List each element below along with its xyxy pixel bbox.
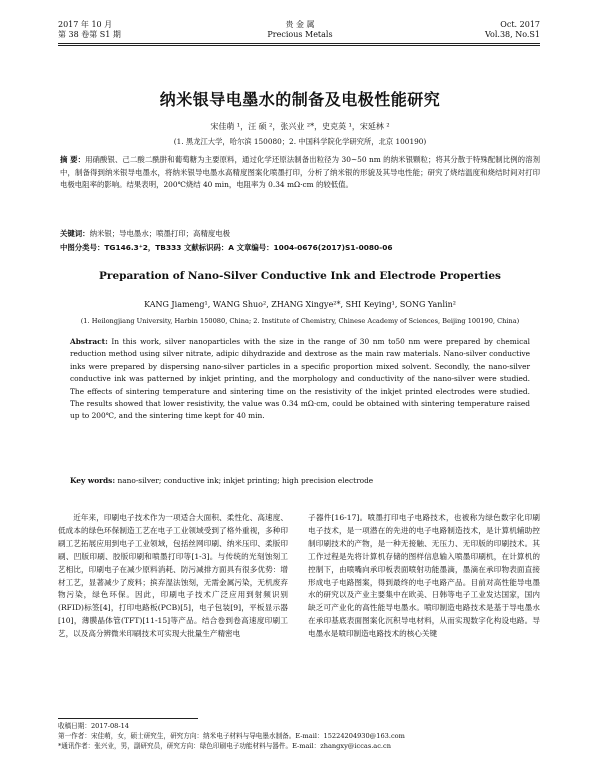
header-date-en: Oct. 2017: [500, 20, 540, 29]
header-rule: [58, 43, 540, 44]
body-column-left: 近年来，印刷电子技术作为一项适合大面积、柔性化、高速度、低成本的绿色环保制造工艺在电子工业领域受到了格外重视，多种印刷工艺拓展应用到电子工业领域，包括丝网印刷、纳米压印、柔版印刷、凹版印刷、胶版印刷和喷墨打印等[1-3]。与传统的光刻蚀刻工艺相比，印刷电子在减少原料消耗、防污减排方面具有很多优势：增材工艺，显著减少了废料；摈弃湿法蚀刻，无需金属污染，无机废弃物污染，绿色环保。因此，印刷电子技术广泛应用到射频识别(RFID)标签[4]，打印电路板(PCB)[5]，电子包装[9]，平板显示器[10]，薄膜晶体管(TFT)[11-15]等产品。结合卷到卷高速度印刷工艺，以及高分辨微米印刷技术可实现大批量生产精密电: [58, 513, 288, 639]
header-volume-cn: 第 38 卷第 S1 期: [58, 30, 121, 39]
keywords-en-text: nano-silver; conductive ink; inkjet printing; high precision electrode: [117, 476, 374, 485]
abstract-cn: [60, 154, 540, 192]
keywords-en-label: Key words:: [70, 476, 116, 485]
classification-cn: 中图分类号：TG146.3⁺2，TB333 文献标识码：A 文章编号：1004-0676(2017)S1-0080-06: [60, 243, 393, 252]
header-journal-cn: 贵 金 属: [285, 20, 315, 29]
abstract-en-text: In this work, silver nanoparticles with the size in the range of 30 nm to50 nm were prepared by chemical reduction method using silver nitrate, adipic dihydrazide and dextrose as the main raw materials. Nano-silver conductive inks were prepared by dispersing nano-silver particles in a specific proportion mixed solvent. Secondly, the nano-silver conductive ink was patterned by inkjet printing, and the morphology and conductivity of the nano-silver were studied. The effects of sintering temperature and sintering time on the resistivity of the inkjet printed electrodes were studied. The results showed that lower resistivity, the value was 0.34 mΩ·cm, could be obtained with sintering temperature raised up to 200℃, and the sintering time kept for 40 min.: [70, 337, 530, 421]
header-date: 2017 年 10 月: [58, 20, 113, 29]
keywords-cn: [60, 228, 540, 241]
page-title-en: Preparation of Nano-Silver Conductive Ink and Electrode Properties: [99, 270, 501, 282]
body-column-right: 子器件[16-17]。喷墨打印电子电路技术，也被称为绿色数字化印刷电子技术，是一项潜在的先进的电子电路制造技术，是计算机辅助控制印刷技术的产物，是一种无接触、无压力、无印版的印刷技术。其工作过程是先将计算机存储的图样信息输入喷墨印刷机，在计算机的控制下，由喷嘴向承印板表面喷射功能墨滴，墨滴在承印物表面直接形成电子电路图案，得到最终的电子电路产品。目前对高性能导电墨水的研究以及产业主要集中在欧美、日韩等电子工业发达国家，国内缺乏可产业化的高性能导电墨水。喷印制造电路技术是基于导电墨水在承印基底表面图案化沉积导电材料，从而实现数字化构设电路。导电墨水是喷印制造电路技术的核心关键: [308, 513, 540, 639]
affiliations-cn: (1. 黑龙江大学，哈尔滨 150080；2. 中国科学院化学研究所，北京 100190): [173, 137, 427, 146]
page-title-cn: 纳米银导电墨水的制备及电极性能研究: [159, 90, 441, 109]
keywords-cn-text: 纳米银；导电墨水；喷墨打印；高精度电极: [89, 229, 231, 238]
footnote-corresponding: *通讯作者：张兴业，男，副研究员，研究方向：绿色印刷电子功能材料与器件。E-mail：zhangxy@iccas.ac.cn: [58, 742, 391, 750]
keywords-cn-label: 关键词：: [60, 229, 90, 238]
abstract-en: [70, 336, 530, 423]
authors-en: KANG Jiameng¹, WANG Shuo², ZHANG Xingye²*, SHI Keying¹, SONG Yanlin²: [144, 300, 456, 309]
header-journal-en: Precious Metals: [267, 30, 333, 39]
abstract-cn-label: 摘 要：: [60, 155, 86, 164]
footnote-author: 第一作者：宋佳萌，女，硕士研究生，研究方向：纳米电子材料与导电墨水制备。E-mail：15224204930@163.com: [58, 732, 405, 740]
authors-cn: 宋佳萌 ¹，汪 硕 ²，张兴业 ²*，史克英 ¹，宋延林 ²: [210, 122, 390, 131]
keywords-en: [70, 475, 530, 487]
affiliations-en: (1. Heilongjiang University, Harbin 150080, China; 2. Institute of Chemistry, Chinese Academy of Sciences, Beijing 100190, China): [80, 317, 520, 325]
abstract-en-label: Abstract:: [70, 337, 108, 346]
abstract-cn-text: 用硝酸银、己二酸二酰肼和葡萄糖为主要原料，通过化学还原法制备出粒径为 30~50 nm 的纳米银颗粒；将其分散于特殊配制比例的溶剂中，制备得到纳米银导电墨水，将纳米银导电墨水高精度图案化喷墨打印，分析了纳米银的形貌及其导电性能；研究了烧结温度和烧结时间对打印电极电阻率的影响。结果表明，200℃烧结 40 min，电阻率为 0.34 mΩ·cm 的较低值。: [60, 155, 540, 189]
footnote-received: 收稿日期：2017-08-14: [58, 722, 129, 730]
header-volume-en: Vol.38, No.S1: [484, 30, 540, 39]
header-rule-thin: [58, 45, 540, 46]
footnote-rule: [58, 718, 198, 719]
